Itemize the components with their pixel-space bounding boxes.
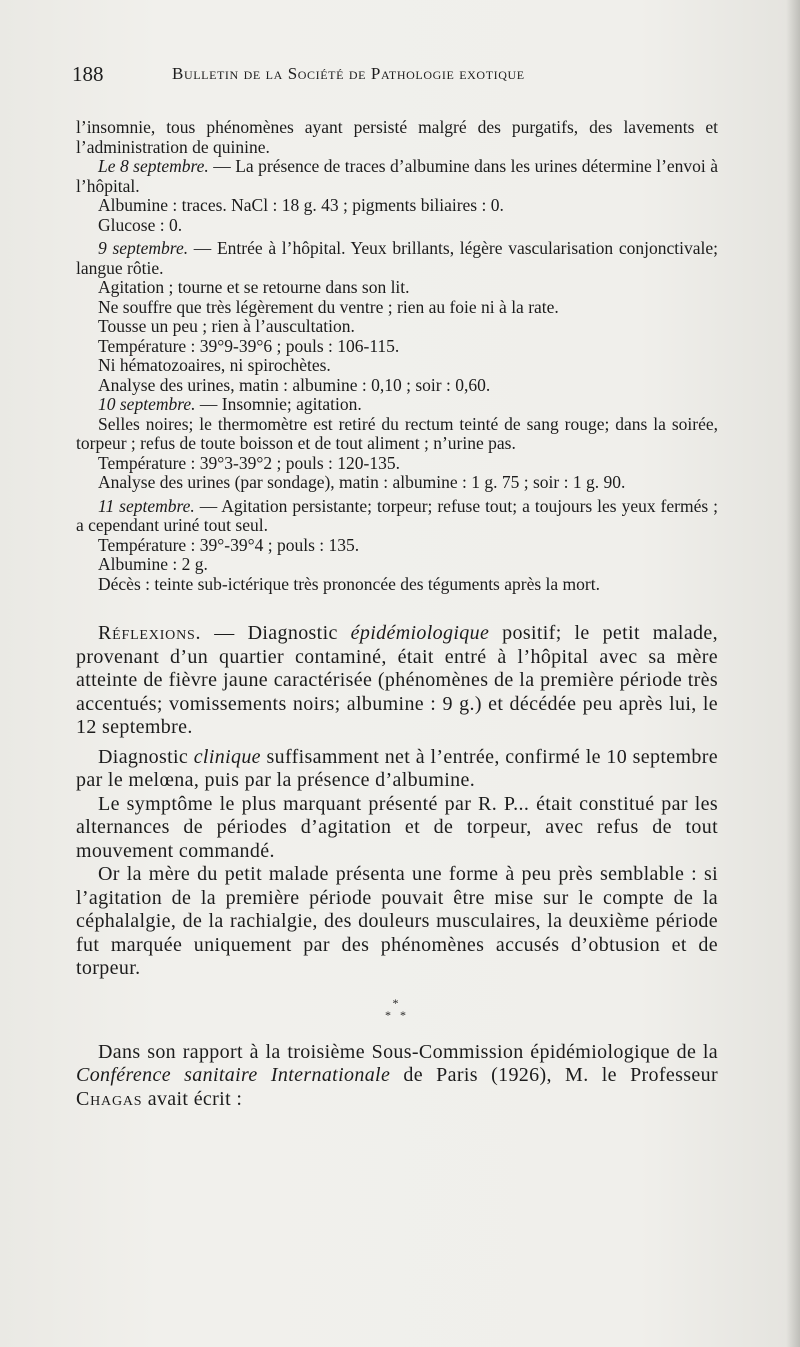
clinical-line: Tousse un peu ; rien à l’auscultation. [98,316,355,336]
clinical-line: Selles noires; le thermomètre est retiré du rectum teinté de sang rouge; dans la soirée, torpeur ; refus de toute boisson et de tout aliment ; n’urine pas. [76,413,718,453]
closing-paragraph: Dans son rapport à la troisième Sous-Commission épidémiologique de la Conférence sanitaire Internationale de Paris (1926), M. le Professeur Chagas avait écrit : [76,1040,718,1110]
reflexions-section [76,622,718,981]
date-label: 11 septembre. [98,495,195,516]
closing-section [76,1041,718,1112]
clinical-line: l’insomnie, tous phénomènes ayant persisté malgré des purgatifs, des lavements et l’administration de quinine. [76,117,718,157]
reflexions-paragraph: Or la mère du petit malade présenta une forme à peu près semblable : si l’agitation de la première période pouvait être mise sur le compte de la céphalalgie, de la rachialgie, des douleurs musculaires, la deuxième période fut marquée uniquement par des phénomènes accusés d’obtusion et de torpeur. [76,863,718,979]
author-name: Chagas [76,1087,143,1110]
asterism-separator: * * * [385,995,409,1022]
reflexions-paragraph: Réflexions. — Diagnostic épidémiologique positif; le petit malade, provenant d’un quartier contaminé, était entré à l’hôpital avec sa mère atteinte de fièvre jaune caractérisée (phénomènes de la première période très accentués; vomissements noirs; albumine : 9 g.) et décédée peu après lui, le 12 septembre. [76,622,718,738]
clinical-line: Le 8 septembre. — La présence de traces d’albumine dans les urines détermine l’envoi à l’hôpital. [76,156,718,196]
section-label: Réflexions. [98,622,202,644]
reflexions-paragraph: Diagnostic clinique suffisamment net à l’entrée, confirmé le 10 septembre par le melœna, puis par la présence d’albumine. [76,745,718,791]
date-label: Le 8 septembre. [98,156,209,176]
running-title: Bulletin de la Société de Pathologie exotique [172,64,525,83]
clinical-line: Analyse des urines, matin : albumine : 0,10 ; soir : 0,60. [98,374,491,395]
clinical-line: 11 septembre. — Agitation persistante; torpeur; refuse tout; a toujours les yeux fermés ; a cependant uriné tout seul. [76,495,718,535]
clinical-notes [76,118,718,594]
page-number: 188 [72,62,104,86]
clinical-line: Décès : teinte sub-ictérique très prononcée des téguments après la mort. [98,573,600,594]
clinical-line: Température : 39°3-39°2 ; pouls : 120-135. [98,452,400,473]
date-label: 10 septembre. [98,394,196,414]
date-label: 9 septembre. [98,238,189,258]
clinical-line: Agitation ; tourne et se retourne dans son lit. [98,277,410,297]
page-edge-shadow [786,0,800,1347]
clinical-line: Albumine : traces. NaCl : 18 g. 43 ; pigments biliaires : 0. [98,195,504,215]
page-body [76,118,718,1111]
reflexions-paragraph: Le symptôme le plus marquant présenté par R. P... était constitué par les alternances de périodes d’agitation et de torpeur, avec refus de tout mouvement commandé. [76,792,718,862]
page-header [72,62,732,92]
clinical-line: Ni hématozoaires, ni spirochètes. [98,355,331,375]
clinical-line: Glucose : 0. [98,214,183,235]
clinical-line: Température : 39°-39°4 ; pouls : 135. [98,534,360,555]
clinical-line: Ne souffre que très légèrement du ventre ; rien au foie ni à la rate. [98,296,559,317]
clinical-line: Analyse des urines (par sondage), matin : albumine : 1 g. 75 ; soir : 1 g. 90. [98,472,626,492]
clinical-line: Albumine : 2 g. [98,554,208,574]
clinical-line: Température : 39°9-39°6 ; pouls : 106-115. [98,335,400,356]
clinical-line: 10 septembre. — Insomnie; agitation. [98,394,362,414]
clinical-line: 9 septembre. — Entrée à l’hôpital. Yeux brillants, légère vascularisation conjonctivale; langue rôtie. [76,238,718,278]
